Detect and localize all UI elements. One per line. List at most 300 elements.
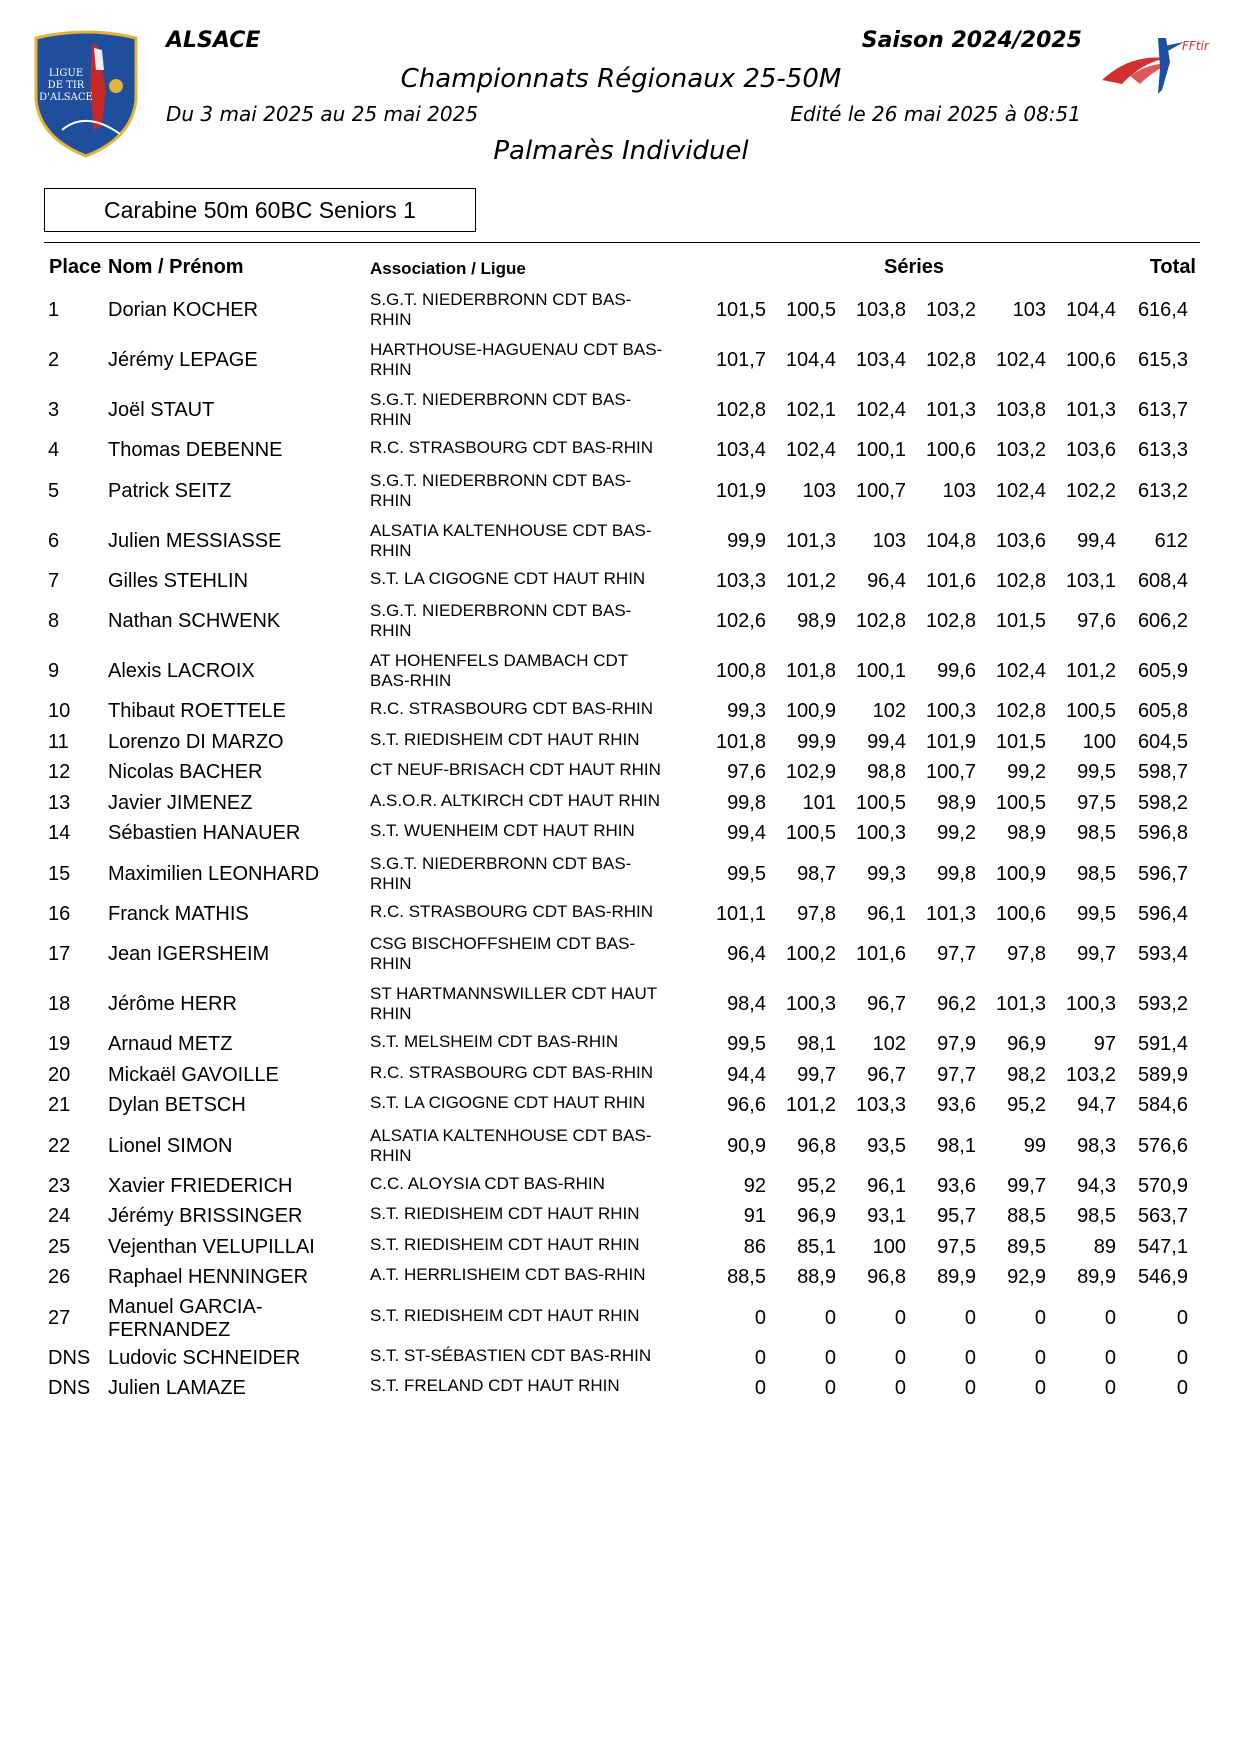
series-score-4: 101,9 [925, 730, 976, 753]
series-score-1: 101,9 [715, 479, 766, 502]
place-cell: 3 [48, 399, 60, 421]
series-score-6: 89 [1093, 1235, 1116, 1258]
association-cell: RHIN [370, 310, 412, 329]
logo-text-line-1: LIGUE [48, 68, 84, 79]
name-cell: Arnaud METZ [108, 1033, 233, 1056]
name-cell: Alexis LACROIX [108, 660, 255, 682]
total-score: 584,6 [1137, 1094, 1188, 1117]
series-score-3: 103,4 [855, 349, 906, 371]
series-score-6: 102,2 [1065, 479, 1116, 502]
series-score-1: 99,5 [727, 862, 766, 885]
name-cell: Nathan SCHWENK [108, 610, 281, 632]
total-score: 613,3 [1137, 439, 1188, 462]
col-total: Total [1149, 256, 1196, 278]
col-association: Association / Ligue [370, 259, 526, 278]
series-score-3: 96,7 [867, 1063, 906, 1086]
series-score-6: 100,5 [1065, 700, 1116, 723]
association-cell: ALSATIA KALTENHOUSE CDT BAS- [370, 520, 652, 540]
total-score: 570,9 [1137, 1174, 1188, 1197]
place-cell: 12 [48, 761, 71, 784]
total-score: 0 [1176, 1306, 1188, 1329]
name-cell: Ludovic SCHNEIDER [108, 1346, 301, 1369]
total-score: 605,8 [1137, 700, 1188, 723]
series-score-5: 89,5 [1007, 1235, 1046, 1258]
total-score: 0 [1176, 1377, 1188, 1400]
series-score-1: 99,8 [727, 791, 766, 814]
place-cell: 24 [48, 1205, 71, 1228]
series-score-3: 0 [894, 1306, 906, 1329]
series-score-1: 103,4 [715, 439, 766, 462]
series-score-5: 100,5 [995, 791, 1046, 814]
event-title-box [44, 188, 476, 232]
series-score-4: 101,3 [925, 399, 976, 421]
series-score-5: 101,5 [995, 730, 1046, 753]
table-row [0, 1374, 1242, 1405]
series-score-3: 100,1 [855, 439, 906, 462]
name-cell: Gilles STEHLIN [108, 569, 249, 592]
series-score-3: 100,7 [855, 479, 906, 502]
series-score-1: 102,8 [715, 399, 766, 421]
name-cell: FERNANDEZ [108, 1318, 231, 1341]
series-score-6: 100,6 [1065, 349, 1116, 371]
association-cell: CT NEUF-BRISACH CDT HAUT RHIN [370, 760, 661, 780]
association-cell: CSG BISCHOFFSHEIM CDT BAS- [370, 934, 636, 953]
series-score-3: 98,8 [867, 761, 906, 784]
series-score-5: 99,7 [1007, 1174, 1046, 1197]
series-score-2: 100,3 [785, 993, 836, 1015]
series-score-2: 104,4 [785, 349, 836, 371]
series-score-3: 100,1 [855, 660, 906, 682]
series-score-4: 102,8 [925, 349, 976, 371]
series-score-6: 99,4 [1077, 529, 1116, 552]
series-score-5: 0 [1034, 1306, 1046, 1329]
series-score-2: 101,2 [785, 1094, 836, 1117]
series-score-4: 0 [964, 1346, 976, 1369]
table-row [0, 1091, 1242, 1122]
series-score-4: 101,6 [925, 569, 976, 592]
total-score: 613,2 [1137, 479, 1188, 502]
total-score: 608,4 [1137, 569, 1188, 592]
name-cell: Franck MATHIS [108, 902, 249, 925]
series-score-3: 96,1 [867, 902, 906, 925]
name-cell: Raphael HENNINGER [108, 1266, 309, 1289]
place-cell: 15 [48, 862, 71, 885]
name-cell: Sébastien HANAUER [108, 822, 301, 845]
name-cell: Dorian KOCHER [108, 299, 259, 321]
name-cell: Dylan BETSCH [108, 1094, 246, 1117]
place-cell: 2 [48, 349, 60, 371]
series-score-2: 103 [802, 479, 836, 502]
table-row [0, 1030, 1242, 1061]
table-row [0, 336, 1242, 386]
series-score-5: 98,2 [1007, 1063, 1046, 1086]
series-score-2: 101 [802, 791, 836, 814]
table-row [0, 1061, 1242, 1092]
series-score-6: 94,7 [1077, 1094, 1116, 1117]
series-score-2: 100,5 [785, 822, 836, 845]
place-cell: 9 [48, 660, 60, 682]
association-cell: R.C. STRASBOURG CDT BAS-RHIN [370, 1062, 654, 1082]
place-cell: 4 [48, 439, 60, 462]
series-score-3: 102 [872, 700, 906, 723]
place-cell: DNS [48, 1346, 91, 1369]
series-score-1: 86 [743, 1235, 766, 1258]
place-cell: 6 [48, 529, 60, 552]
association-cell: R.C. STRASBOURG CDT BAS-RHIN [370, 699, 654, 719]
table-row [0, 850, 1242, 900]
name-cell: Julien MESSIASSE [108, 529, 282, 552]
association-cell: S.G.T. NIEDERBRONN CDT BAS- [370, 390, 632, 409]
name-cell: Maximilien LEONHARD [108, 862, 320, 885]
table-row [0, 900, 1242, 931]
series-score-3: 0 [894, 1377, 906, 1400]
table-row [0, 728, 1242, 759]
total-score: 598,7 [1137, 761, 1188, 784]
table-row [0, 517, 1242, 567]
logo-text-line-2: DE TIR [47, 80, 85, 91]
association-cell: R.C. STRASBOURG CDT BAS-RHIN [370, 438, 654, 458]
series-score-1: 99,3 [727, 700, 766, 723]
association-cell: A.S.O.R. ALTKIRCH CDT HAUT RHIN [370, 790, 660, 810]
name-cell: Thibaut ROETTELE [108, 700, 286, 723]
series-score-1: 0 [754, 1377, 766, 1400]
total-score: 612 [1154, 529, 1188, 552]
series-score-4: 99,6 [937, 660, 976, 682]
table-row [0, 930, 1242, 980]
series-score-3: 102,8 [855, 610, 906, 632]
series-score-4: 103,2 [925, 299, 976, 321]
name-cell: Thomas DEBENNE [108, 439, 283, 462]
series-score-1: 101,8 [715, 730, 766, 753]
series-score-1: 96,4 [727, 943, 766, 965]
series-score-4: 100,7 [925, 761, 976, 784]
total-score: 591,4 [1137, 1033, 1188, 1056]
series-score-2: 0 [824, 1306, 836, 1329]
series-score-2: 100,9 [785, 700, 836, 723]
series-score-3: 93,1 [867, 1205, 906, 1228]
series-score-6: 103,1 [1065, 569, 1116, 592]
series-score-1: 97,6 [727, 761, 766, 784]
association-cell: S.G.T. NIEDERBRONN CDT BAS- [370, 601, 632, 620]
series-score-4: 97,9 [937, 1033, 976, 1056]
series-score-1: 92 [743, 1174, 766, 1197]
series-score-2: 98,7 [797, 862, 836, 885]
series-score-2: 96,8 [797, 1134, 836, 1157]
series-score-5: 97,8 [1007, 943, 1046, 965]
total-score: 0 [1176, 1346, 1188, 1369]
association-cell: RHIN [370, 490, 412, 510]
date-range: Du 3 mai 2025 au 25 mai 2025 [166, 102, 479, 126]
series-score-3: 100,3 [855, 822, 906, 845]
series-score-3: 101,6 [855, 943, 906, 965]
series-score-5: 102,8 [995, 569, 1046, 592]
series-score-4: 100,3 [925, 700, 976, 723]
series-score-1: 91 [743, 1205, 766, 1228]
association-cell: BAS-RHIN [370, 671, 452, 690]
series-score-5: 103,6 [995, 529, 1046, 552]
series-score-4: 98,9 [937, 791, 976, 814]
series-score-6: 97 [1093, 1033, 1116, 1056]
place-cell: 20 [48, 1063, 71, 1086]
place-cell: 27 [48, 1306, 71, 1329]
series-score-5: 103,8 [995, 399, 1046, 421]
series-score-6: 0 [1104, 1306, 1116, 1329]
series-score-1: 96,6 [727, 1094, 766, 1117]
table-row [0, 1294, 1242, 1344]
table-row [0, 758, 1242, 789]
association-cell: ALSATIA KALTENHOUSE CDT BAS- [370, 1125, 652, 1145]
total-score: 616,4 [1137, 299, 1188, 321]
series-score-2: 98,1 [797, 1033, 836, 1056]
series-score-1: 102,6 [715, 610, 766, 632]
table-row [0, 980, 1242, 1030]
series-score-3: 102 [872, 1033, 906, 1056]
series-score-6: 100 [1082, 730, 1116, 753]
place-cell: 11 [48, 730, 69, 753]
name-cell: Lorenzo DI MARZO [108, 730, 284, 753]
name-cell: Jérôme HERR [108, 993, 237, 1015]
name-cell: Jérémy BRISSINGER [108, 1205, 303, 1228]
series-score-3: 96,1 [867, 1174, 906, 1197]
place-cell: 1 [48, 299, 60, 321]
series-score-3: 103 [872, 529, 906, 552]
association-cell: S.T. MELSHEIM CDT BAS-RHIN [370, 1032, 619, 1052]
series-score-3: 102,4 [855, 399, 906, 421]
championship-title: Championnats Régionaux 25-50M [400, 64, 842, 94]
logo-text-line-3: D'ALSACE [39, 92, 93, 103]
place-cell: 25 [48, 1235, 71, 1258]
series-score-6: 98,5 [1077, 862, 1116, 885]
series-score-6: 0 [1104, 1377, 1116, 1400]
series-score-4: 93,6 [937, 1094, 976, 1117]
association-cell: R.C. STRASBOURG CDT BAS-RHIN [370, 901, 654, 921]
series-score-5: 92,9 [1007, 1266, 1046, 1289]
series-score-5: 0 [1034, 1377, 1046, 1400]
series-score-6: 98,5 [1077, 822, 1116, 845]
series-score-3: 100 [872, 1235, 906, 1258]
series-score-2: 85,1 [797, 1235, 836, 1258]
name-cell: Nicolas BACHER [108, 761, 263, 784]
series-score-4: 97,5 [937, 1235, 976, 1258]
association-cell: AT HOHENFELS DAMBACH CDT [370, 651, 629, 670]
series-score-3: 99,4 [867, 730, 906, 753]
series-score-5: 102,8 [995, 700, 1046, 723]
name-cell: Mickaël GAVOILLE [108, 1063, 279, 1086]
association-cell: RHIN [370, 1145, 412, 1165]
place-cell: 18 [48, 993, 71, 1015]
total-score: 598,2 [1137, 791, 1188, 814]
association-cell: S.G.T. NIEDERBRONN CDT BAS- [370, 470, 632, 490]
series-score-1: 100,8 [715, 660, 766, 682]
series-score-6: 98,5 [1077, 1205, 1116, 1228]
region-label: ALSACE [166, 28, 261, 53]
series-score-1: 88,5 [727, 1266, 766, 1289]
total-score: 604,5 [1137, 730, 1188, 753]
series-score-2: 99,7 [797, 1063, 836, 1086]
series-score-6: 99,7 [1077, 943, 1116, 965]
series-score-4: 102,8 [925, 610, 976, 632]
series-score-3: 96,7 [867, 993, 906, 1015]
place-cell: 5 [48, 479, 60, 502]
association-cell: S.G.T. NIEDERBRONN CDT BAS- [370, 290, 632, 309]
association-cell: RHIN [370, 540, 412, 560]
total-score: 615,3 [1137, 349, 1188, 371]
series-score-4: 99,8 [937, 862, 976, 885]
series-score-2: 102,9 [785, 761, 836, 784]
total-score: 547,1 [1137, 1235, 1188, 1258]
total-score: 593,4 [1137, 943, 1188, 965]
association-cell: A.T. HERRLISHEIM CDT BAS-RHIN [370, 1265, 646, 1285]
series-score-6: 104,4 [1065, 299, 1116, 321]
table-row [0, 819, 1242, 850]
series-score-1: 99,9 [727, 529, 766, 552]
total-score: 589,9 [1137, 1063, 1188, 1086]
table-row [0, 567, 1242, 598]
table-row [0, 1172, 1242, 1203]
table-row [0, 789, 1242, 820]
series-score-6: 97,6 [1077, 610, 1116, 632]
name-cell: Jean IGERSHEIM [108, 943, 270, 965]
association-cell: ST HARTMANNSWILLER CDT HAUT [370, 984, 658, 1003]
series-score-3: 0 [894, 1346, 906, 1369]
series-score-6: 103,2 [1065, 1063, 1116, 1086]
name-cell: Manuel GARCIA- [108, 1295, 263, 1318]
name-cell: Javier JIMENEZ [108, 791, 253, 814]
edited-timestamp: Edité le 26 mai 2025 à 08:51 [790, 102, 1081, 126]
series-score-5: 0 [1034, 1346, 1046, 1369]
series-score-3: 96,4 [867, 569, 906, 592]
series-score-5: 103 [1012, 299, 1046, 321]
series-score-4: 93,6 [937, 1174, 976, 1197]
total-score: 596,7 [1137, 862, 1188, 885]
series-score-1: 94,4 [727, 1063, 766, 1086]
place-cell: 17 [48, 943, 71, 965]
series-score-2: 0 [824, 1377, 836, 1400]
fftir-logo-text: FFtir [1182, 39, 1209, 53]
table-row [0, 386, 1242, 436]
results-table-header [0, 256, 1242, 282]
series-score-6: 98,3 [1077, 1134, 1116, 1157]
table-row [0, 1344, 1242, 1375]
total-score: 613,7 [1137, 399, 1188, 421]
series-score-3: 93,5 [867, 1134, 906, 1157]
series-score-4: 101,3 [925, 902, 976, 925]
series-score-4: 97,7 [937, 943, 976, 965]
series-score-5: 88,5 [1007, 1205, 1046, 1228]
series-score-1: 90,9 [727, 1134, 766, 1157]
table-row [0, 1202, 1242, 1233]
place-cell: 16 [48, 902, 71, 925]
series-score-1: 103,3 [715, 569, 766, 592]
series-score-6: 0 [1104, 1346, 1116, 1369]
series-score-2: 95,2 [797, 1174, 836, 1197]
association-cell: S.G.T. NIEDERBRONN CDT BAS- [370, 853, 632, 873]
table-row [0, 1122, 1242, 1172]
name-cell: Patrick SEITZ [108, 479, 232, 502]
series-score-1: 0 [754, 1346, 766, 1369]
place-cell: 10 [48, 700, 71, 723]
series-score-5: 102,4 [995, 349, 1046, 371]
event-title: Carabine 50m 60BC Seniors 1 [104, 196, 416, 223]
series-score-5: 99 [1023, 1134, 1046, 1157]
association-cell: S.T. LA CIGOGNE CDT HAUT RHIN [370, 1093, 646, 1113]
place-cell: 19 [48, 1033, 71, 1056]
association-cell: S.T. RIEDISHEIM CDT HAUT RHIN [370, 1204, 640, 1224]
series-score-2: 99,9 [797, 730, 836, 753]
place-cell: 7 [48, 569, 60, 592]
series-score-6: 97,5 [1077, 791, 1116, 814]
series-score-2: 98,9 [797, 610, 836, 632]
series-score-5: 96,9 [1007, 1033, 1046, 1056]
series-score-6: 99,5 [1077, 902, 1116, 925]
series-score-4: 95,7 [937, 1205, 976, 1228]
series-score-5: 101,3 [995, 993, 1046, 1015]
series-score-1: 99,5 [727, 1033, 766, 1056]
total-score: 605,9 [1137, 660, 1188, 682]
association-cell: HARTHOUSE-HAGUENAU CDT BAS- [370, 340, 663, 359]
series-score-1: 98,4 [727, 993, 766, 1015]
place-cell: 23 [48, 1174, 71, 1197]
series-score-2: 102,1 [785, 399, 836, 421]
place-cell: 21 [48, 1094, 71, 1117]
col-place: Place [49, 256, 102, 278]
col-name: Nom / Prénom [108, 256, 244, 278]
series-score-4: 97,7 [937, 1063, 976, 1086]
series-score-4: 0 [964, 1306, 976, 1329]
total-score: 563,7 [1137, 1205, 1188, 1228]
series-score-1: 101,5 [715, 299, 766, 321]
association-cell: C.C. ALOYSIA CDT BAS-RHIN [370, 1173, 605, 1193]
association-cell: RHIN [370, 360, 412, 379]
series-score-4: 104,8 [925, 529, 976, 552]
series-score-5: 100,6 [995, 902, 1046, 925]
association-cell: S.T. FRELAND CDT HAUT RHIN [370, 1376, 620, 1396]
series-score-1: 101,1 [715, 902, 766, 925]
series-score-6: 100,3 [1065, 993, 1116, 1015]
association-cell: RHIN [370, 1004, 412, 1023]
association-cell: S.T. WUENHEIM CDT HAUT RHIN [370, 821, 635, 841]
series-score-6: 101,2 [1065, 660, 1116, 682]
total-score: 593,2 [1137, 993, 1188, 1015]
series-score-6: 103,6 [1065, 439, 1116, 462]
series-score-2: 96,9 [797, 1205, 836, 1228]
association-cell: S.T. LA CIGOGNE CDT HAUT RHIN [370, 568, 646, 588]
association-cell: S.T. ST-SÉBASTIEN CDT BAS-RHIN [370, 1345, 652, 1365]
total-score: 576,6 [1137, 1134, 1188, 1157]
name-cell: Joël STAUT [108, 399, 215, 421]
series-score-6: 89,9 [1077, 1266, 1116, 1289]
total-score: 606,2 [1137, 610, 1188, 632]
series-score-5: 103,2 [995, 439, 1046, 462]
series-score-3: 103,3 [855, 1094, 906, 1117]
table-row [0, 647, 1242, 697]
series-score-5: 102,4 [995, 479, 1046, 502]
series-score-5: 101,5 [995, 610, 1046, 632]
name-cell: Xavier FRIEDERICH [108, 1174, 293, 1197]
series-score-2: 101,2 [785, 569, 836, 592]
association-cell: RHIN [370, 873, 412, 893]
series-score-4: 99,2 [937, 822, 976, 845]
series-score-4: 98,1 [937, 1134, 976, 1157]
series-score-5: 99,2 [1007, 761, 1046, 784]
place-cell: 14 [48, 822, 71, 845]
table-row [0, 467, 1242, 517]
series-score-1: 0 [754, 1306, 766, 1329]
place-cell: DNS [48, 1377, 91, 1400]
series-score-1: 99,4 [727, 822, 766, 845]
place-cell: 13 [48, 791, 71, 814]
header-divider [44, 242, 1200, 243]
